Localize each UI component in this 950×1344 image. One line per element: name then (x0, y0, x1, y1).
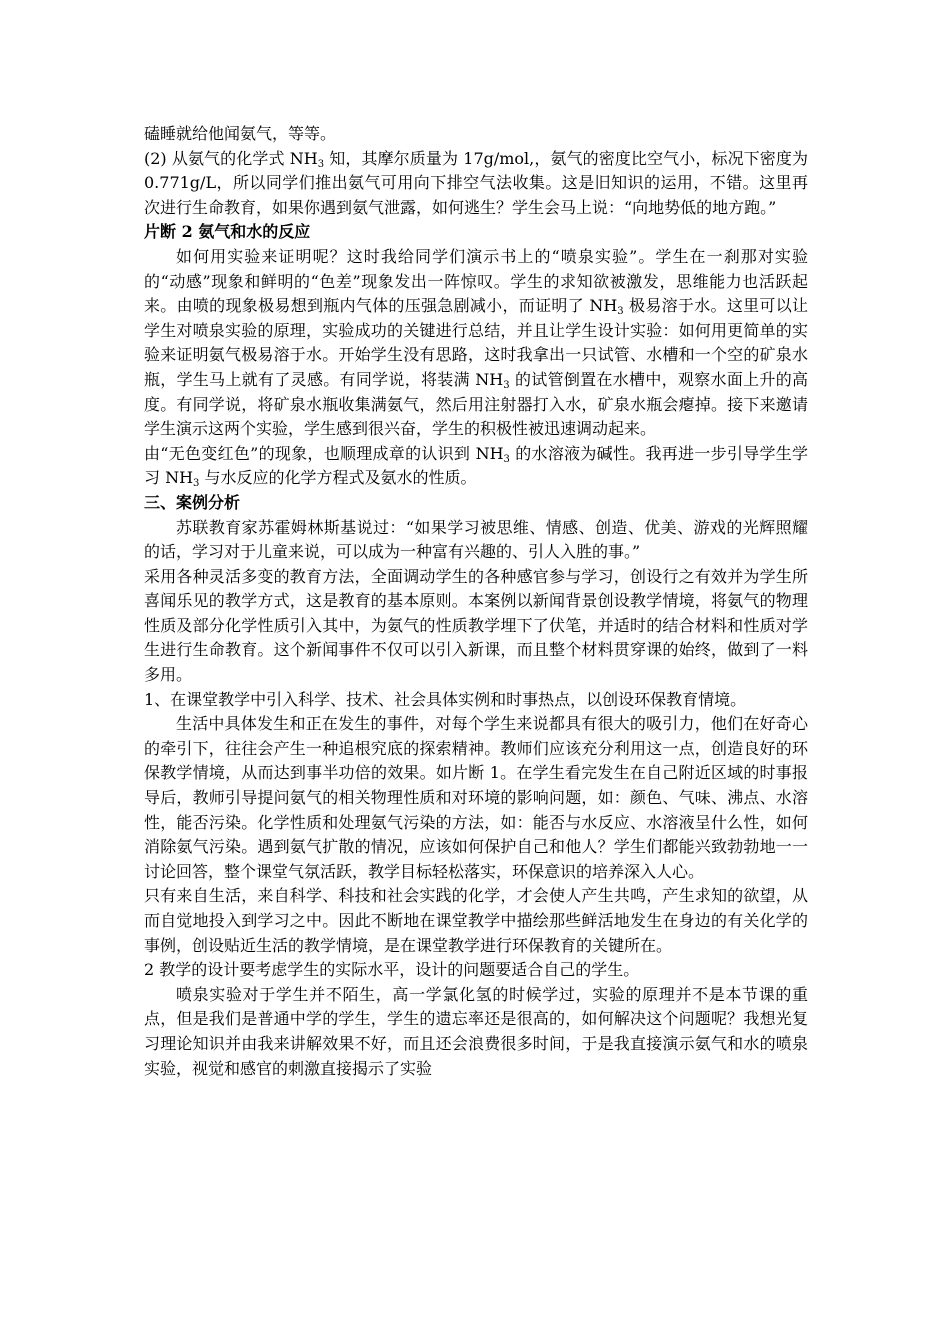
text-run: 的水溶液为碱性。我再进一步引导学生学习 NH (144, 443, 808, 488)
paragraph: 喷泉实验对于学生并不陌生，高一学氯化氢的时候学过，实验的原理并不是本节课的重点，但是我们是普通中学的学生，学生的遗忘率还是很高的，如何解决这个问题呢？我想光复习理论知识并由我来讲解效果不好，而且还会浪费很多时间，于是我直接演示氨气和水的喷泉实验，视觉和感官的刺激直接揭示了实验 (144, 984, 808, 1078)
subscript: 3 (617, 306, 624, 318)
paragraph: 采用各种灵活多变的教育方法，全面调动学生的各种感官参与学习，创设行之有效并为学生所喜闻乐见的教学方式，这是教育的基本原则。本案例以新闻背景创设教学情境，将氨气的物理性质及部分化学性质引入其中，为氨气的性质教学埋下了伏笔，并适时的结合材料和性质对学生进行生命教育。这个新闻事件不仅可以引入新课，而且整个材料贯穿课的始终，做到了一料多用。 (144, 566, 808, 685)
paragraph: 磕睡就给他闻氨气，等等。 (144, 124, 337, 143)
section-heading: 三、案例分析 (144, 492, 241, 512)
text-run: (2) 从氨气的化学式 NH (144, 148, 318, 168)
document-page (144, 122, 808, 1081)
text-run: 如何用实验来证明呢？这时我给同学们演示书上的“喷泉实验”。学生在一刹那对实验的“动感”现象和鲜明的“色差”现象发出一阵惊叹。学生的求知欲被激发，思维能力也活跃起来。由喷的现象极易想到瓶内气体的压强急剧减小，而证明了 NH (144, 246, 808, 316)
paragraph: 1、在课堂教学中引入科学、技术、社会具体实例和时事热点，以创设环保教育情境。 (144, 689, 747, 709)
text-run: 知，其摩尔质量为 17g/mol,，氨气的密度比空气小，标况下密度为 0.771g/L，所以同学们推出氨气可用向下排空气法收集。这是旧知识的运用，不错。这里再次进行生命教育，如果你遇到氨气泄露，如何逃生？学生会马上说：“向地势低的地方跑。” (144, 148, 808, 217)
paragraph: 苏联教育家苏霍姆林斯基说过：“如果学习被思维、情感、创造、优美、游戏的光辉照耀的话，学习对于儿童来说，可以成为一种富有兴趣的、引人入胜的事。” (144, 517, 808, 562)
subscript: 3 (317, 158, 325, 170)
subscript: 3 (193, 478, 200, 490)
section-heading: 片断 2 氨气和水的反应 (144, 222, 311, 242)
text-run: 与水反应的化学方程式及氨水的性质。 (199, 468, 477, 488)
text-run: 由“无色变红色”的现象，也顺理成章的认识到 NH (144, 443, 504, 463)
paragraph (144, 147, 808, 221)
subscript: 3 (503, 379, 510, 391)
paragraph: 只有来自生活，来自科学、科技和社会实践的化学，才会使人产生共鸣，产生求知的欲望，从而自觉地投入到学习之中。因此不断地在课堂教学中描绘那些鲜活地发生在身边的有关化学的事例，创设贴近生活的教学情境，是在课堂教学进行环保教育的关键所在。 (144, 886, 808, 955)
paragraph: 2 教学的设计要考虑学生的实际水平，设计的问题要适合自己的学生。 (144, 960, 640, 980)
subscript: 3 (503, 453, 510, 465)
text-run: 极易溶于水。这里可以让学生对喷泉实验的原理，实验成功的关键进行总结，并且让学生设计实验：如何用更简单的实验来证明氨气极易溶于水。开始学生没有思路，这时我拿出一只试管、水槽和一个空的矿泉水瓶，学生马上就有了灵感。有同学说，将装满 NH (144, 296, 808, 389)
paragraph (144, 245, 808, 442)
paragraph: 生活中具体发生和正在发生的事件，对每个学生来说都具有很大的吸引力，他们在好奇心的牵引下，往往会产生一种追根究底的探索精神。教师们应该充分利用这一点，创造良好的环保教学情境，从而达到事半功倍的效果。如片断 1。在学生看完发生在自己附近区域的时事报导后，教师引导提问氨气的相关物理性质和对环境的影响问题，如：颜色、气味、沸点、水溶性，能否污染。化学性质和处理氨气污染的方法，如：能否与水反应、水溶液呈什么性，如何消除氨气污染。遇到氨气扩散的情况，应该如何保护自己和他人？学生们都能兴致勃勃地一一讨论回答，整个课堂气氛活跃，教学目标轻松落实，环保意识的培养深入人心。 (144, 714, 808, 881)
paragraph (144, 442, 808, 491)
text-run: 的试管倒置在水槽中，观察水面上升的高度。有同学说，将矿泉水瓶收集满氨气，然后用注射器打入水，矿泉水瓶会瘪掉。接下来邀请学生演示这两个实验，学生感到很兴奋，学生的积极性被迅速调动起来。 (144, 369, 808, 439)
